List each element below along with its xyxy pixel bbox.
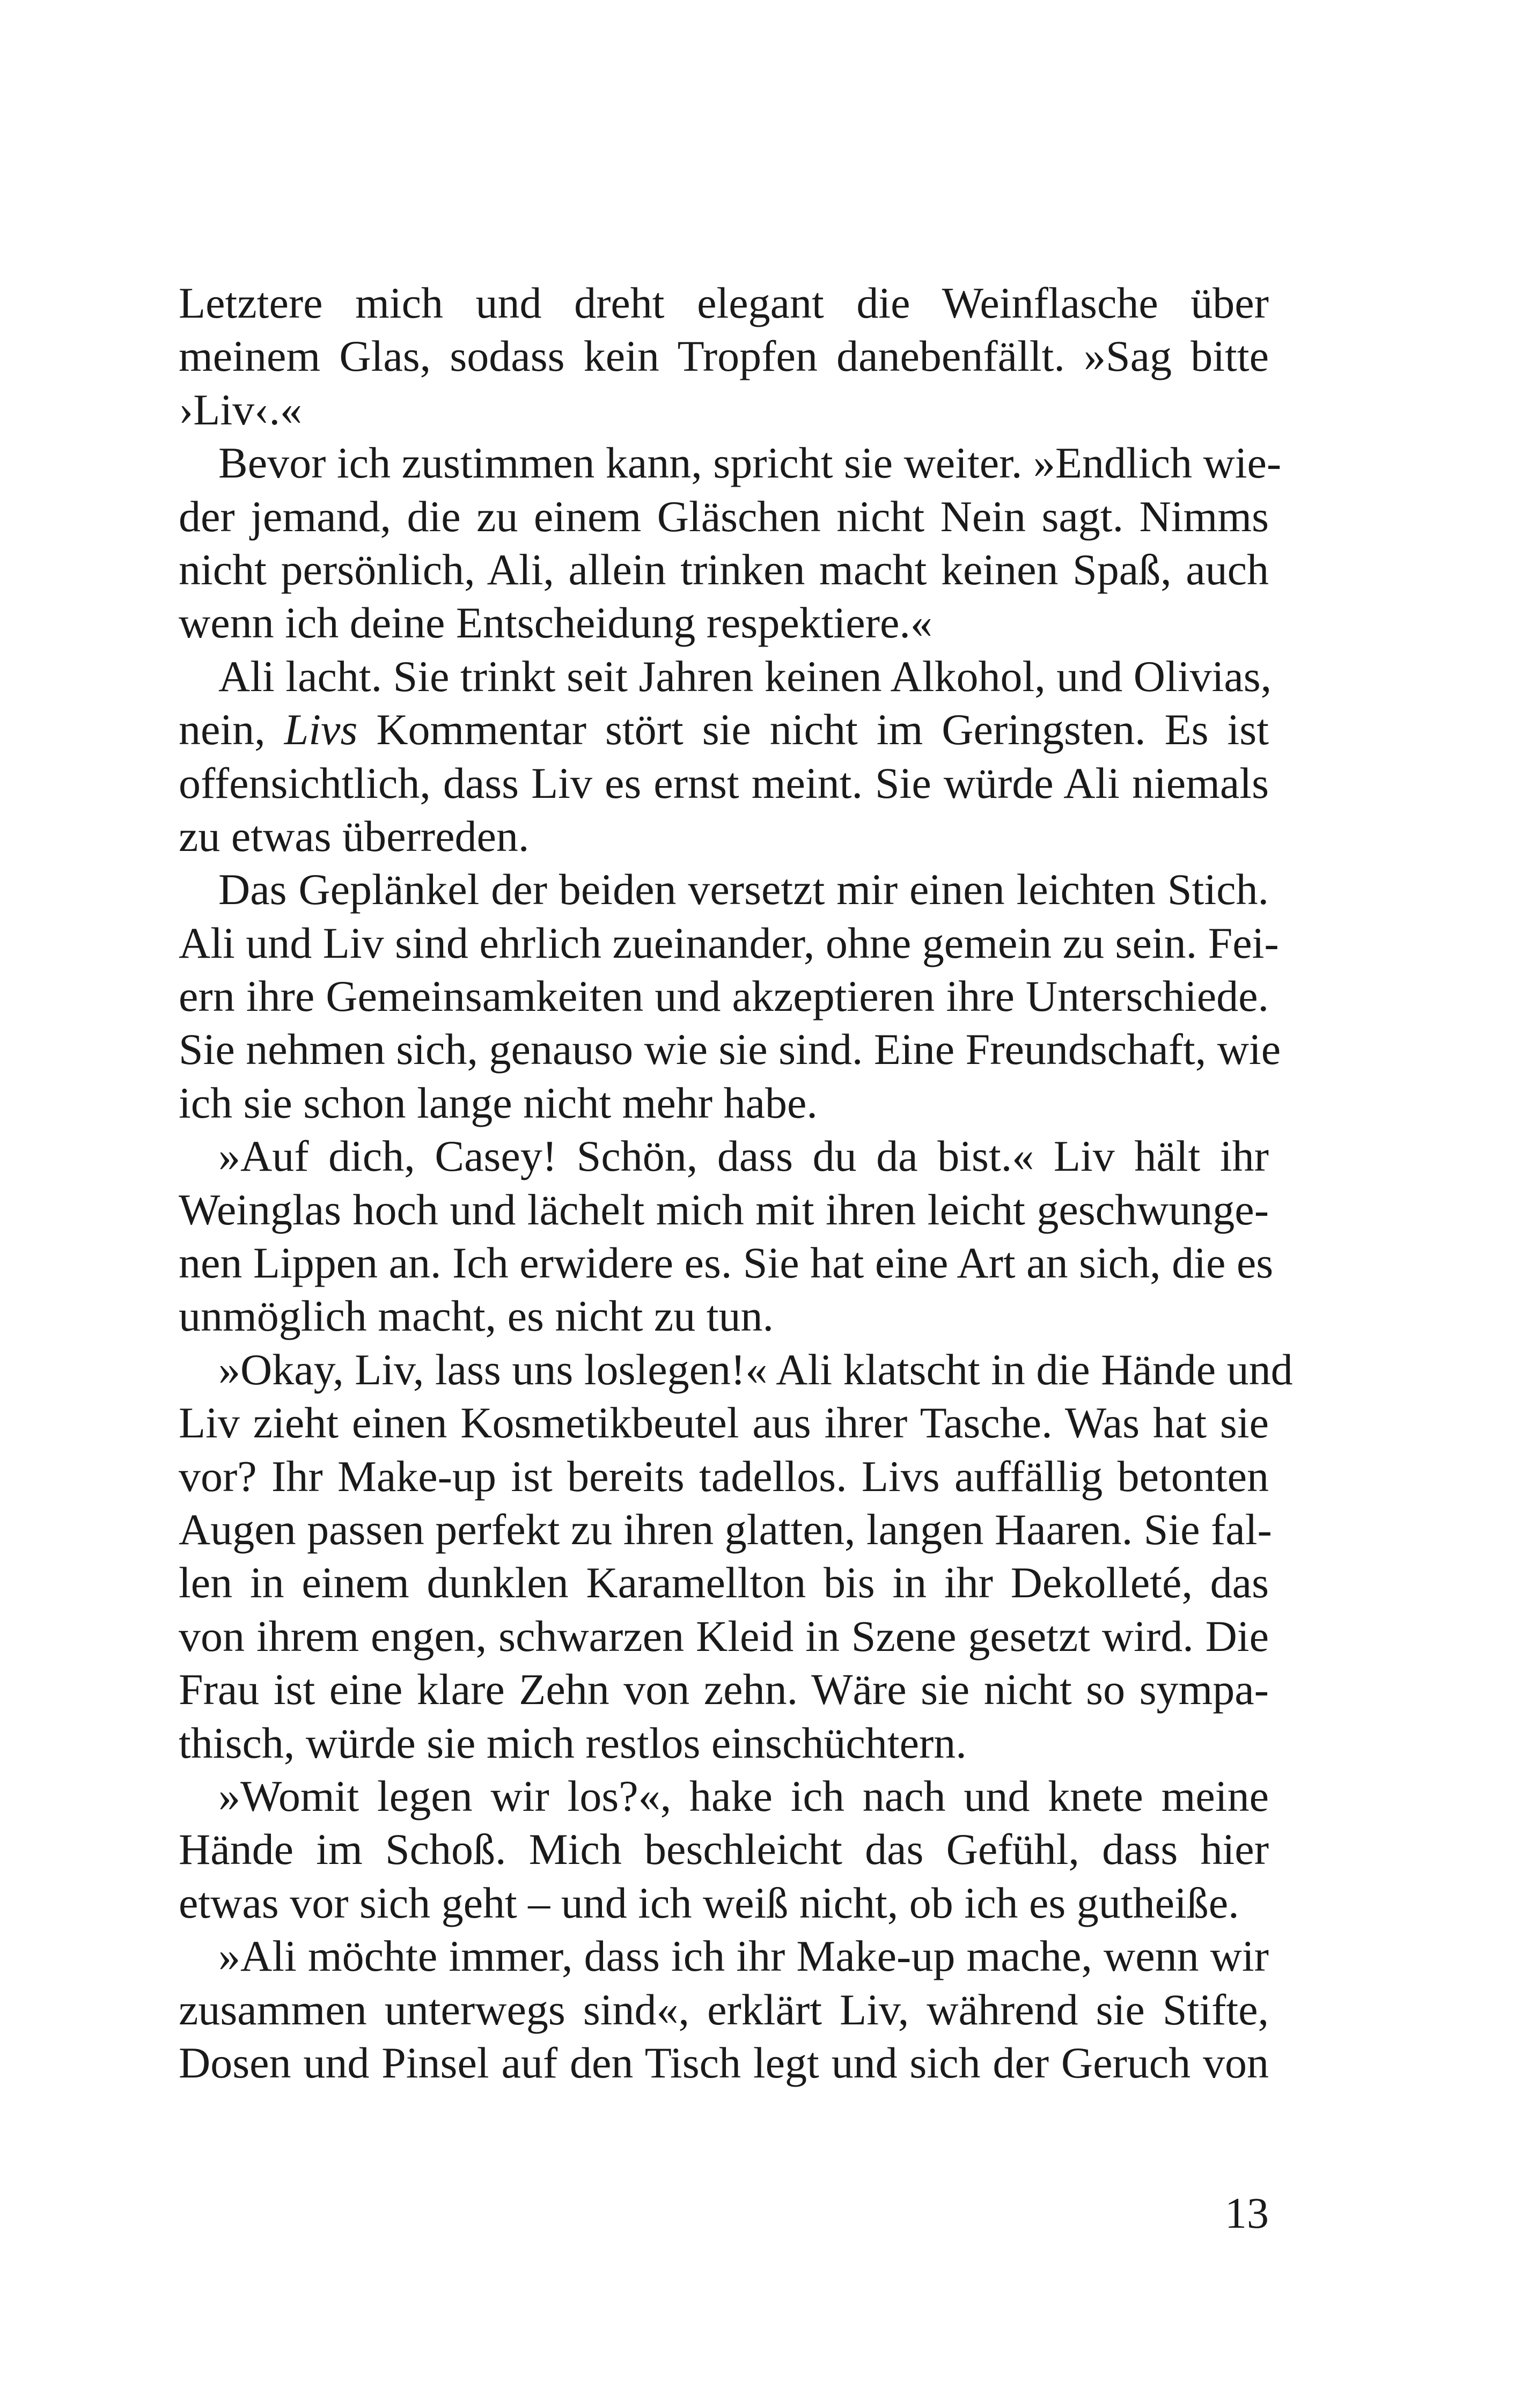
text-line: »Ali möchte immer, dass ich ihr Make-up mache, wenn wir [218, 1932, 1269, 1981]
page-number: 13 [1225, 2189, 1269, 2237]
text-line: Letztere mich und dreht elegant die Weinflasche über [179, 278, 1269, 327]
text-segment: Kommentar stört sie nicht im Geringsten. Es ist [357, 705, 1269, 754]
text-line: Liv zieht einen Kosmetikbeutel aus ihrer Tasche. Was hat sie [179, 1398, 1269, 1448]
text-line: len in einem dunklen Karamellton bis in ihr Dekolleté, das [179, 1558, 1269, 1607]
italic-word: Livs [284, 705, 358, 754]
text-line: der jemand, die zu einem Gläschen nicht Nein sagt. Nimms [179, 491, 1269, 541]
body-text [179, 276, 1293, 2089]
text-line: Sie nehmen sich, genauso wie sie sind. Eine Freundschaft, wie [179, 1025, 1281, 1074]
text-line [179, 703, 1269, 756]
text-line: ›Liv‹.« [179, 385, 302, 434]
text-line: Augen passen perfekt zu ihren glatten, langen Haaren. Sie fal- [179, 1504, 1272, 1554]
text-line: Ali lacht. Sie trinkt seit Jahren keinen Alkohol, und Olivias, [218, 651, 1272, 701]
text-line: ich sie schon lange nicht mehr habe. [179, 1078, 818, 1127]
text-line: Frau ist eine klare Zehn von zehn. Wäre sie nicht so sympa- [179, 1665, 1269, 1714]
text-line: thisch, würde sie mich restlos einschüchtern. [179, 1718, 967, 1767]
text-segment: nein, [179, 705, 284, 754]
text-line: vor? Ihr Make-up ist bereits tadellos. Livs auffällig betonten [179, 1451, 1269, 1501]
text-line: von ihrem engen, schwarzen Kleid in Szene gesetzt wird. Die [179, 1611, 1269, 1661]
text-line: Weinglas hoch und lächelt mich mit ihren leicht geschwunge- [179, 1185, 1269, 1234]
text-line: ern ihre Gemeinsamkeiten und akzeptieren ihre Unterschiede. [179, 972, 1269, 1021]
text-line: wenn ich deine Entscheidung respektiere.« [179, 598, 932, 648]
text-line: Hände im Schoß. Mich beschleicht das Gefühl, dass hier [179, 1825, 1269, 1874]
text-line: etwas vor sich geht – und ich weiß nicht, ob ich es gutheiße. [179, 1878, 1239, 1927]
text-line: »Womit legen wir los?«, hake ich nach und knete meine [218, 1771, 1269, 1820]
text-line: offensichtlich, dass Liv es ernst meint. Sie würde Ali niemals [179, 758, 1269, 807]
text-line: zusammen unterwegs sind«, erklärt Liv, während sie Stifte, [179, 1985, 1269, 2034]
text-line: nicht persönlich, Ali, allein trinken macht keinen Spaß, auch [179, 545, 1269, 594]
text-line: unmöglich macht, es nicht zu tun. [179, 1291, 774, 1341]
text-line: meinem Glas, sodass kein Tropfen danebenfällt. »Sag bitte [179, 332, 1269, 381]
text-line: nen Lippen an. Ich erwidere es. Sie hat eine Art an sich, die es [179, 1238, 1274, 1288]
text-line: Ali und Liv sind ehrlich zueinander, ohne gemein zu sein. Fei- [179, 918, 1279, 967]
text-line: Dosen und Pinsel auf den Tisch legt und sich der Geruch von [179, 2038, 1269, 2087]
text-line: »Okay, Liv, lass uns loslegen!« Ali klatscht in die Hände und [218, 1345, 1293, 1394]
text-line: Bevor ich zustimmen kann, spricht sie weiter. »Endlich wie- [218, 438, 1282, 488]
text-line: »Auf dich, Casey! Schön, dass du da bist.« Liv hält ihr [218, 1132, 1269, 1181]
text-line: Das Geplänkel der beiden versetzt mir einen leichten Stich. [218, 865, 1269, 914]
text-line: zu etwas überreden. [179, 811, 530, 861]
